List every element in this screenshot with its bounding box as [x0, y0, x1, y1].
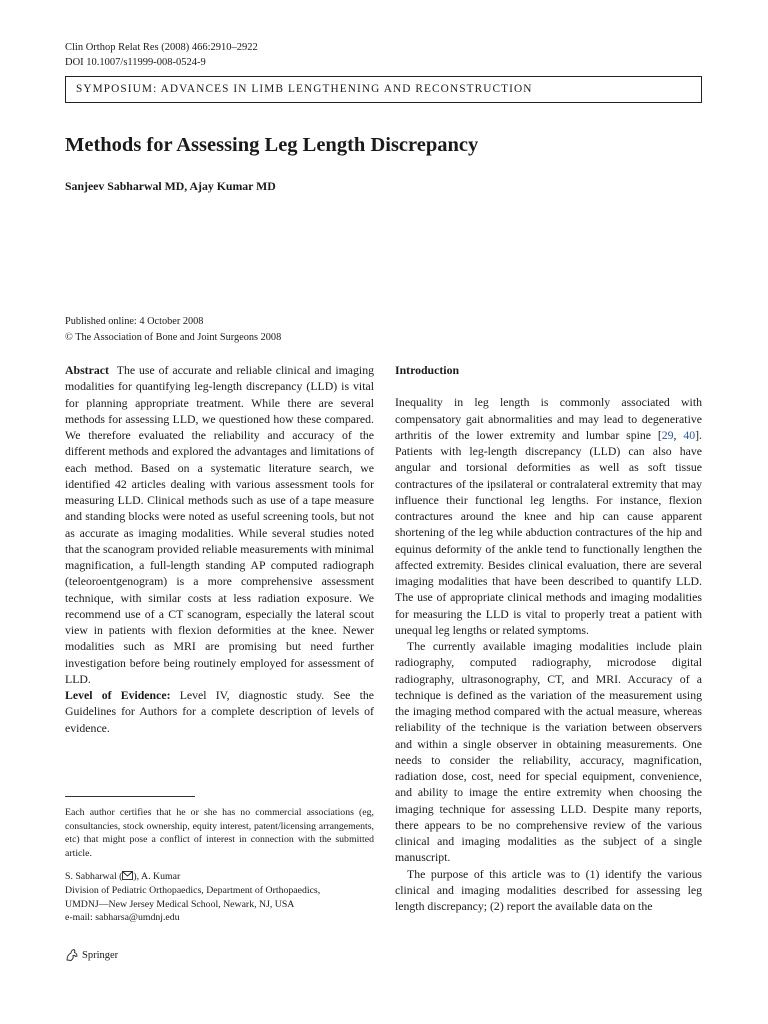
symposium-banner-text: SYMPOSIUM: ADVANCES IN LIMB LENGTHENING AND RECONSTRUCTION: [76, 83, 533, 95]
author-affiliation: [65, 870, 374, 925]
conflict-footnote: Each author certifies that he or she has no commercial associations (eg, consultancies, stock ownership, equity interest, patent/licensing arrangements, etc) that might pose a conflict of interest in connection with the submitted article.: [65, 807, 374, 859]
introduction-paragraph-1: Inequality in leg length is commonly associated with compensatory gait abnormalities and may lead to degenerative arthritis of the lower extremity and lumbar spine [29, 40]. Patients with leg-length discrepancy (LLD) can also have angular and torsional deformities as well as soft tissue contractures of the ipsilateral or contralateral extremity that may influence their functional leg lengths. For instance, flexion contractures around the knee and hip can cause apparent shortening of the leg while abduction contractures of the hip and equinus deformity of the ankle tend to functionally lengthen the affected extremity. Besides clinical evaluation, there are several imaging modalities that have been described to quantify LLD. The use of appropriate clinical methods and imaging modalities for measuring the LLD is vital to properly treat a patient with unequal leg lengths or related symptoms.: [395, 395, 702, 637]
journal-line: Clin Orthop Relat Res (2008) 466:2910–2922: [65, 42, 258, 53]
level-of-evidence: [65, 687, 374, 736]
abstract-text: The use of accurate and reliable clinical and imaging modalities for quantifying leg-length discrepancy (LLD) is vital for planning appropriate treatment. While there are several methods for assessing LLD, we questioned how these compared. We therefore evaluated the reliability and accuracy of the different methods and explored the advantages and limitations of each method. Based on a systematic literature search, we identified 42 articles dealing with various assessment tools for measuring LLD. Clinical methods such as use of a tape measure and standing blocks were noted as useful screening tools, but not as accurate as imaging modalities. While several studies noted that the scanogram provided reliable measurements with minimal magnification, a full-length standing AP computed radiograph (teleoroentgenogram) is a more comprehensive assessment technique, with similar costs at less radiation exposure. We recommend use of a CT scanogram, especially the lateral scout view in patients with flexion deformities at the knee. Newer modalities such as MRI are promising but need further investigation before being routinely employed for assessment of LLD.: [65, 363, 374, 686]
springer-logo: [65, 948, 118, 962]
journal-citation: [65, 40, 258, 70]
springer-horse-icon: [65, 948, 79, 962]
publication-info: [65, 314, 281, 345]
affiliation-line-1: Division of Pediatric Orthopaedics, Department of Orthopaedics,: [65, 884, 321, 896]
abstract-heading: Abstract: [65, 363, 109, 377]
article-authors: Sanjeev Sabharwal MD, Ajay Kumar MD: [65, 179, 276, 193]
published-online: Published online: 4 October 2008: [65, 316, 204, 327]
affiliation-line-2: UMDNJ—New Jersey Medical School, Newark, NJ, USA: [65, 898, 295, 910]
abstract-paragraph: [65, 362, 374, 687]
publisher-name: Springer: [82, 949, 119, 961]
introduction-paragraph-3: The purpose of this article was to (1) identify the various clinical and imaging modalities described for assessing leg length discrepancy; (2) report the available data on the: [395, 866, 702, 913]
article-title: Methods for Assessing Leg Length Discrepancy: [65, 134, 479, 156]
level-heading: Level of Evidence:: [65, 688, 171, 702]
copyright-line: © The Association of Bone and Joint Surgeons 2008: [65, 331, 282, 343]
corresponding-authors: S. Sabharwal ( ), A. Kumar: [65, 871, 181, 882]
introduction-column: [395, 362, 702, 914]
doi-line[interactable]: DOI 10.1007/s11999-008-0524-9: [65, 57, 206, 68]
abstract-column: [65, 362, 374, 736]
citation-link[interactable]: 40: [683, 427, 696, 442]
footnote-divider: [65, 796, 195, 797]
introduction-heading: Introduction: [395, 363, 460, 377]
contact-email[interactable]: e-mail: sabharsa@umdnj.edu: [65, 912, 180, 924]
citation-link[interactable]: 29: [661, 427, 674, 442]
introduction-paragraph-2: The currently available imaging modalities include plain radiography, computed radiography, microdose digital radiography, ultrasonography, CT, and MRI. Accuracy of a technique is defined as the variation of the measurement using the imaging method compared with the actual measure, whereas reliability of the technique is the variation between observers and within a single observer in obtaining measurements. One needs to consider the reliability, accuracy, magnification, radiation dose, cost, need for special equipment, convenience, and ability to image the entire extremity when choosing the imaging technique for assessing LLD. Despite many reports, there appears to be no comprehensive review of the various clinical and imaging modalities as the subject of a single manuscript.: [395, 639, 702, 865]
level-text: Level IV, diagnostic study. See the Guidelines for Authors for a complete description of levels of evidence.: [65, 688, 375, 735]
symposium-banner: [65, 76, 702, 103]
envelope-icon: [122, 871, 133, 880]
